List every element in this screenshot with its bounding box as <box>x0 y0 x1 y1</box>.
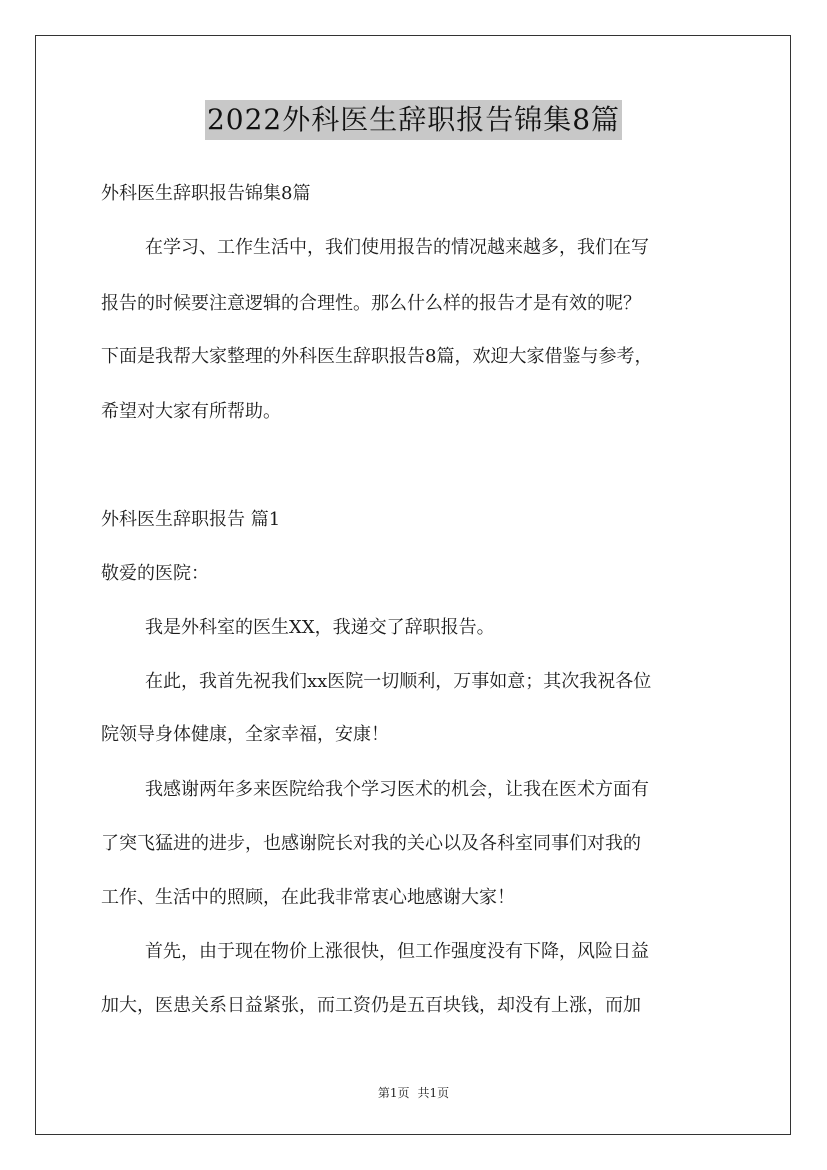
intro-line: 希望对大家有所帮助。 <box>101 401 281 422</box>
body-line: 我是外科室的医生XX，我递交了辞职报告。 <box>145 617 495 638</box>
intro-line: 在学习、工作生活中，我们使用报告的情况越来越多，我们在写 <box>145 237 649 258</box>
document-title: 2022外科医生辞职报告锦集8篇 <box>205 100 622 140</box>
salutation: 敬爱的医院： <box>101 563 209 584</box>
intro-line: 下面是我帮大家整理的外科医生辞职报告8篇，欢迎大家借鉴与参考， <box>101 346 653 367</box>
page-number: 第1页 <box>377 1086 410 1100</box>
body-line: 工作、生活中的照顾，在此我非常衷心地感谢大家！ <box>101 887 515 908</box>
body-line: 我感谢两年多来医院给我个学习医术的机会，让我在医术方面有 <box>145 779 649 800</box>
page-footer <box>0 1084 827 1101</box>
body-line: 了突飞猛进的进步，也感谢院长对我的关心以及各科室同事们对我的 <box>101 833 641 854</box>
section-heading: 外科医生辞职报告 篇1 <box>101 509 281 530</box>
document-subtitle: 外科医生辞职报告锦集8篇 <box>101 183 311 204</box>
body-line: 首先，由于现在物价上涨很快，但工作强度没有下降，风险日益 <box>145 941 649 962</box>
body-line: 院领导身体健康，全家幸福，安康！ <box>101 724 389 745</box>
page-total: 共1页 <box>417 1086 450 1100</box>
title-container <box>0 100 827 140</box>
body-line: 加大，医患关系日益紧张，而工资仍是五百块钱，却没有上涨，而加 <box>101 995 641 1016</box>
body-line: 在此，我首先祝我们xx医院一切顺利，万事如意；其次我祝各位 <box>145 671 652 692</box>
intro-line: 报告的时候要注意逻辑的合理性。那么什么样的报告才是有效的呢？ <box>101 293 641 314</box>
